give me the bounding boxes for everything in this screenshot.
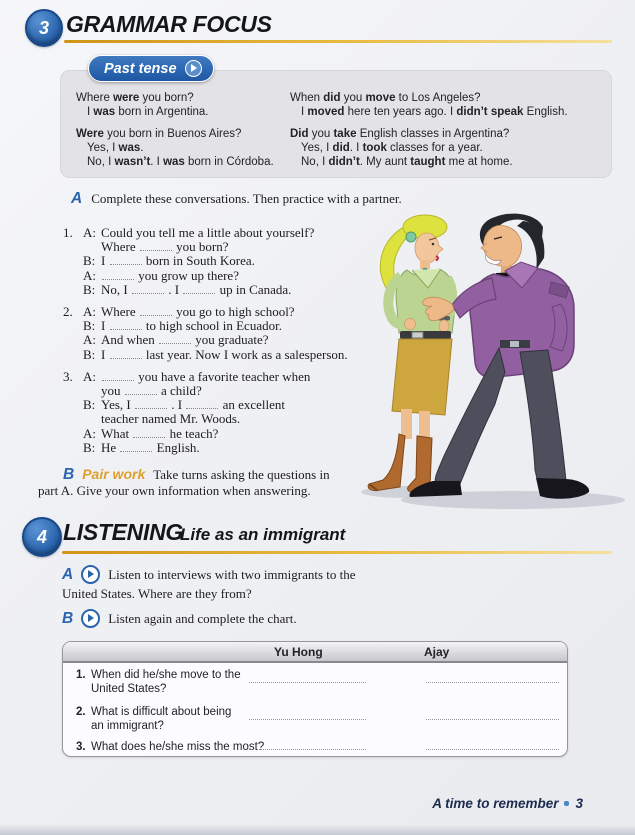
fill-in-blank	[110, 254, 142, 265]
fill-in-blank	[186, 398, 218, 409]
dialogue-line: you have a favorite teacher when	[101, 370, 310, 384]
answer-blank	[426, 681, 559, 683]
scan-edge	[0, 825, 635, 835]
row-question-line1: What does he/she miss the most?	[91, 741, 265, 753]
fill-in-blank	[133, 427, 165, 438]
speaker: A:	[83, 368, 96, 384]
row-question-line1: When did he/she move to the	[91, 669, 241, 681]
fill-in-blank	[183, 283, 215, 294]
listening-b-block	[62, 609, 422, 628]
item-number: 3.	[63, 368, 73, 384]
footer-page-number: 3	[575, 796, 583, 811]
exercise-b-text-line1: Take turns asking the questions in	[153, 467, 330, 482]
row-question-line2: an immigrant?	[91, 719, 164, 732]
answer-blank	[249, 681, 366, 683]
speaker: A:	[83, 304, 96, 320]
conversation-item	[63, 370, 393, 455]
speaker: A:	[83, 225, 96, 240]
dialogue-line: I last year. Now I work as a salesperson.	[101, 346, 348, 362]
chart-row	[63, 737, 567, 756]
speaker: A:	[83, 425, 96, 441]
dialogue-line: He English.	[101, 439, 200, 455]
listening-chart	[62, 641, 568, 757]
play-icon	[81, 609, 100, 628]
fill-in-blank	[125, 384, 157, 395]
speaker: B:	[83, 318, 96, 334]
speaker: B:	[83, 397, 96, 413]
dialogue-line: Yes, I . I an excellent	[101, 397, 286, 413]
dialogue-line: Where you born?	[101, 239, 229, 255]
dialogue-line: And when you graduate?	[101, 332, 269, 348]
answer-blank	[426, 748, 559, 750]
chart-header-yu-hong: Yu Hong	[274, 645, 323, 659]
grammar-question: When did you move to Los Angeles?	[290, 92, 481, 104]
item-number: 1.	[63, 225, 73, 240]
pair-work-heading: Pair work	[82, 466, 146, 482]
fill-in-blank	[159, 333, 191, 344]
conversation-item	[63, 305, 393, 362]
row-question-line1: What is difficult about being	[91, 706, 232, 718]
play-icon	[185, 60, 202, 77]
listening-a-block	[62, 565, 422, 602]
exercise-b-text-line2: part A. Give your own information when answering.	[38, 483, 311, 498]
dialogue-line: I to high school in Ecuador.	[101, 318, 282, 334]
grammar-column-right	[290, 91, 568, 169]
dialogue-line: No, I . I up in Canada.	[101, 281, 292, 297]
grammar-answer: Yes, I did. I took classes for a year.	[301, 142, 483, 154]
fill-in-blank	[102, 370, 134, 381]
past-tense-pill	[88, 55, 214, 82]
answer-blank	[249, 718, 366, 720]
gold-rule	[64, 40, 612, 43]
row-number: 1.	[76, 669, 86, 681]
chart-header-ajay: Ajay	[424, 645, 450, 659]
grammar-answer: Yes, I was.	[87, 142, 144, 154]
footer-title: A time to remember	[432, 796, 559, 811]
speaker: A:	[83, 267, 96, 283]
listening-subtitle: Life as an immigrant	[180, 525, 346, 544]
dialogue-line: you a child?	[101, 383, 202, 399]
dialogue-line: Could you tell me a little about yourself?	[101, 225, 315, 240]
fill-in-blank	[120, 441, 152, 452]
grammar-question: Did you take English classes in Argentina?	[290, 128, 510, 140]
exercise-a-label: A	[71, 190, 83, 207]
section-number: 4	[36, 526, 47, 547]
speaker: A:	[83, 332, 96, 348]
exercise-a-instructions: Complete these conversations. Then practice with a partner.	[91, 191, 402, 206]
fill-in-blank	[110, 348, 142, 359]
past-tense-label: Past tense	[104, 60, 177, 77]
conversation-item	[63, 226, 393, 297]
grammar-column-left	[76, 91, 274, 169]
listening-a-line2: United States. Where are they from?	[62, 586, 252, 601]
play-icon	[81, 565, 100, 584]
item-number: 2.	[63, 304, 73, 320]
listening-b-text: Listen again and complete the chart.	[108, 610, 297, 626]
row-question-line2: United States?	[91, 682, 167, 695]
dialogue-line: Where you go to high school?	[101, 304, 295, 320]
dialogue-line: you grow up there?	[101, 269, 239, 283]
answer-blank	[249, 748, 366, 750]
grammar-answer: I was born in Argentina.	[87, 106, 209, 118]
speaker: B:	[83, 253, 96, 269]
exercise-b-label: B	[63, 466, 75, 483]
gold-rule	[62, 551, 612, 554]
speaker: B:	[83, 439, 96, 455]
fill-in-blank	[135, 398, 167, 409]
grammar-question: Where were you born?	[76, 92, 194, 104]
fill-in-blank	[140, 305, 172, 316]
conversation-list	[63, 226, 393, 463]
footer-bullet-icon	[564, 801, 569, 806]
grammar-answer: No, I wasn’t. I was born in Córdoba.	[87, 156, 274, 168]
dialogue-line: What he teach?	[101, 425, 219, 441]
grammar-question: Were you born in Buenos Aires?	[76, 128, 242, 140]
answer-blank	[426, 718, 559, 720]
page-title: GRAMMAR FOCUS	[66, 11, 272, 37]
listening-a-line1: Listen to interviews with two immigrants to the	[108, 566, 356, 582]
listening-title: LISTENING	[63, 519, 183, 545]
chart-header-row	[63, 642, 567, 663]
fill-in-blank	[102, 269, 134, 280]
grammar-answer: No, I didn’t. My aunt taught me at home.	[301, 156, 513, 168]
fill-in-blank	[110, 319, 142, 330]
row-number: 2.	[76, 706, 86, 718]
row-number: 3.	[76, 741, 86, 753]
woman-figure	[368, 215, 456, 492]
section-number: 3	[38, 17, 49, 38]
listening-a-label: A	[62, 565, 74, 583]
fill-in-blank	[132, 283, 164, 294]
speaker: B:	[83, 281, 96, 297]
section-number-badge	[22, 517, 62, 557]
couple-illustration	[355, 212, 630, 512]
fill-in-blank	[140, 240, 172, 251]
speaker: B:	[83, 346, 96, 362]
page-footer	[432, 796, 583, 811]
exercise-a-header	[71, 190, 402, 208]
dialogue-line: teacher named Mr. Woods.	[101, 411, 241, 427]
dialogue-line: I born in South Korea.	[101, 253, 255, 269]
grammar-answer: I moved here ten years ago. I didn’t speak English.	[301, 106, 568, 118]
grammar-focus-box	[60, 70, 612, 178]
exercise-b-block	[38, 466, 374, 499]
listening-b-label: B	[62, 609, 74, 627]
section-number-badge	[25, 9, 63, 47]
